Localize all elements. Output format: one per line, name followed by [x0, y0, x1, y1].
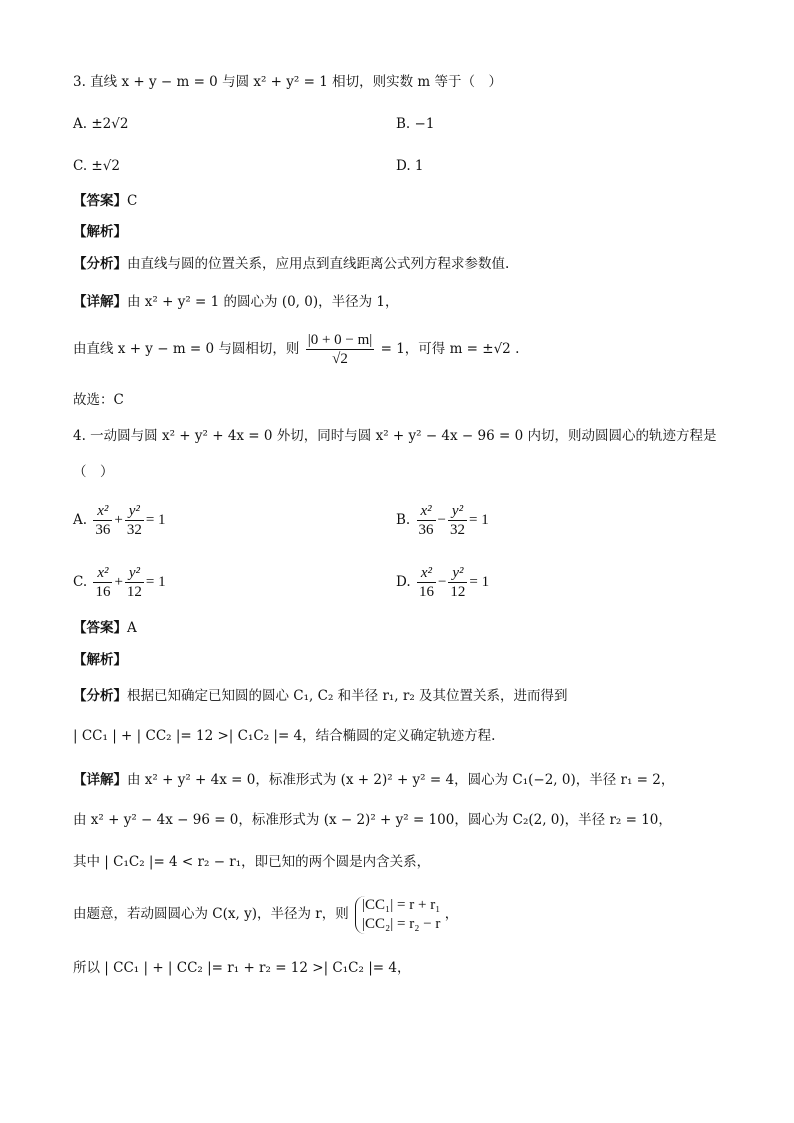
fraction	[125, 502, 144, 539]
fenxi-tag: 【分析】	[73, 256, 127, 272]
fraction-numerator: y²	[448, 564, 467, 583]
q4-fenxi-line-1	[73, 686, 568, 706]
detail-tag: 【详解】	[73, 772, 127, 788]
option-label: D.	[396, 574, 411, 590]
fraction	[417, 564, 436, 601]
q4-detail-3: 其中 | C₁C₂ |= 4 < r₂ − r₁，即已知的两个圆是内含关系，	[73, 854, 431, 870]
fraction-numerator: x²	[417, 502, 436, 521]
fraction-numerator: y²	[125, 502, 144, 521]
q3-answer	[73, 191, 137, 211]
q4-option-d	[396, 562, 489, 602]
option-label: A.	[73, 512, 88, 528]
fraction	[93, 502, 112, 539]
q3-detail-1	[73, 292, 399, 312]
answer-tag: 【答案】	[73, 620, 127, 636]
answer-tag: 【答案】	[73, 193, 127, 209]
q4-detail-2: 由 x² + y² − 4x − 96 = 0，标准形式为 (x − 2)² + y² = 100，圆心为 C₂(2, 0)，半径 r₂ = 10，	[73, 812, 672, 828]
q4-jiexi-tag	[73, 650, 127, 670]
fraction-denominator: 36	[418, 522, 434, 538]
q3-option-c: C. ±√2	[73, 158, 120, 174]
equation-rhs: = 1	[145, 512, 166, 528]
q3-fenxi	[73, 254, 509, 274]
q4-stem-line-2: （ ）	[73, 464, 114, 480]
distance-fraction	[306, 331, 375, 368]
operator: −	[437, 574, 447, 590]
fenxi-text: 根据已知确定已知圆的圆心 C₁, C₂ 和半径 r₁, r₂ 及其位置关系，进而得到	[127, 688, 568, 704]
fraction	[417, 502, 436, 539]
fraction-denominator: 36	[95, 522, 111, 538]
fraction-numerator: x²	[93, 564, 112, 583]
q4-option-c	[73, 562, 166, 602]
q3-option-d: D. 1	[396, 158, 424, 174]
fenxi-tag: 【分析】	[73, 688, 127, 704]
option-label: C.	[73, 574, 88, 590]
fraction	[125, 564, 144, 601]
equation-system	[355, 896, 440, 934]
fraction-denominator: 12	[450, 584, 466, 600]
q3-option-a: A. ±2√2	[73, 116, 129, 132]
q4-detail-1	[73, 770, 674, 790]
fraction-denominator: 32	[449, 522, 465, 538]
operator: +	[114, 512, 123, 528]
system-equation-2: |CC₂| = r₂ − r	[362, 915, 441, 932]
fraction-denominator: 32	[126, 522, 142, 538]
fraction-numerator: y²	[125, 564, 144, 583]
fraction-denominator: 16	[95, 584, 111, 600]
operator: −	[437, 512, 446, 528]
option-label: B.	[396, 512, 411, 528]
jiexi-tag: 【解析】	[73, 224, 127, 240]
q3-option-b: B. −1	[396, 116, 435, 132]
q4-detail-5: 所以 | CC₁ | + | CC₂ |= r₁ + r₂ = 12 >| C₁C₂ |= 4，	[73, 960, 411, 976]
detail-text: 由 x² + y² + 4x = 0，标准形式为 (x + 2)² + y² = 4，圆心为 C₁(−2, 0)，半径 r₁ = 2，	[127, 772, 675, 788]
fraction-numerator: x²	[93, 502, 112, 521]
jiexi-tag: 【解析】	[73, 652, 127, 668]
q4-option-b	[396, 500, 489, 540]
equation-rhs: = 1	[468, 512, 489, 528]
q4-stem-line-1: 4. 一动圆与圆 x² + y² + 4x = 0 外切，同时与圆 x² + y² − 4x − 96 = 0 内切，则动圆圆心的轨迹方程是	[73, 428, 717, 444]
q4-answer	[73, 618, 137, 638]
operator: +	[114, 574, 123, 590]
detail-text: ，	[444, 906, 459, 922]
fraction	[448, 502, 467, 539]
fraction-denominator: 16	[418, 584, 434, 600]
detail-text: 由直线 x + y − m = 0 与圆相切，则	[73, 341, 300, 357]
detail-text: 由题意，若动圆圆心为 C(x, y)，半径为 r，则	[73, 906, 349, 922]
answer-value: A	[127, 620, 137, 636]
q4-fenxi-line-2: | CC₁ | + | CC₂ |= 12 >| C₁C₂ |= 4，结合椭圆的定义确定轨迹方程.	[73, 728, 496, 744]
fenxi-text: 由直线与圆的位置关系，应用点到直线距离公式列方程求参数值.	[127, 256, 510, 272]
q4-option-a	[73, 500, 166, 540]
q3-stem: 3. 直线 x + y − m = 0 与圆 x² + y² = 1 相切，则实数 m 等于（ ）	[73, 74, 502, 90]
fraction-numerator: y²	[448, 502, 467, 521]
fraction-numerator: |0 + 0 − m|	[307, 332, 373, 348]
fraction	[93, 564, 112, 601]
equation-rhs: = 1	[145, 574, 166, 590]
q3-conclusion: 故选：C	[73, 392, 124, 408]
q3-jiexi-tag	[73, 222, 127, 242]
detail-text: 由 x² + y² = 1 的圆心为 (0, 0)，半径为 1，	[127, 294, 399, 310]
fraction	[448, 564, 467, 601]
detail-text: = 1，可得 m = ±√2 .	[380, 341, 520, 357]
fraction-denominator: 12	[126, 584, 142, 600]
fraction-numerator: x²	[417, 564, 436, 583]
equation-rhs: = 1	[469, 574, 490, 590]
q3-detail-2	[73, 330, 519, 368]
system-equation-1: |CC₁| = r + r₁	[362, 896, 441, 913]
detail-tag: 【详解】	[73, 294, 127, 310]
answer-value: C	[127, 193, 138, 209]
fraction-denominator: √2	[332, 351, 348, 367]
q4-detail-4	[73, 894, 458, 934]
